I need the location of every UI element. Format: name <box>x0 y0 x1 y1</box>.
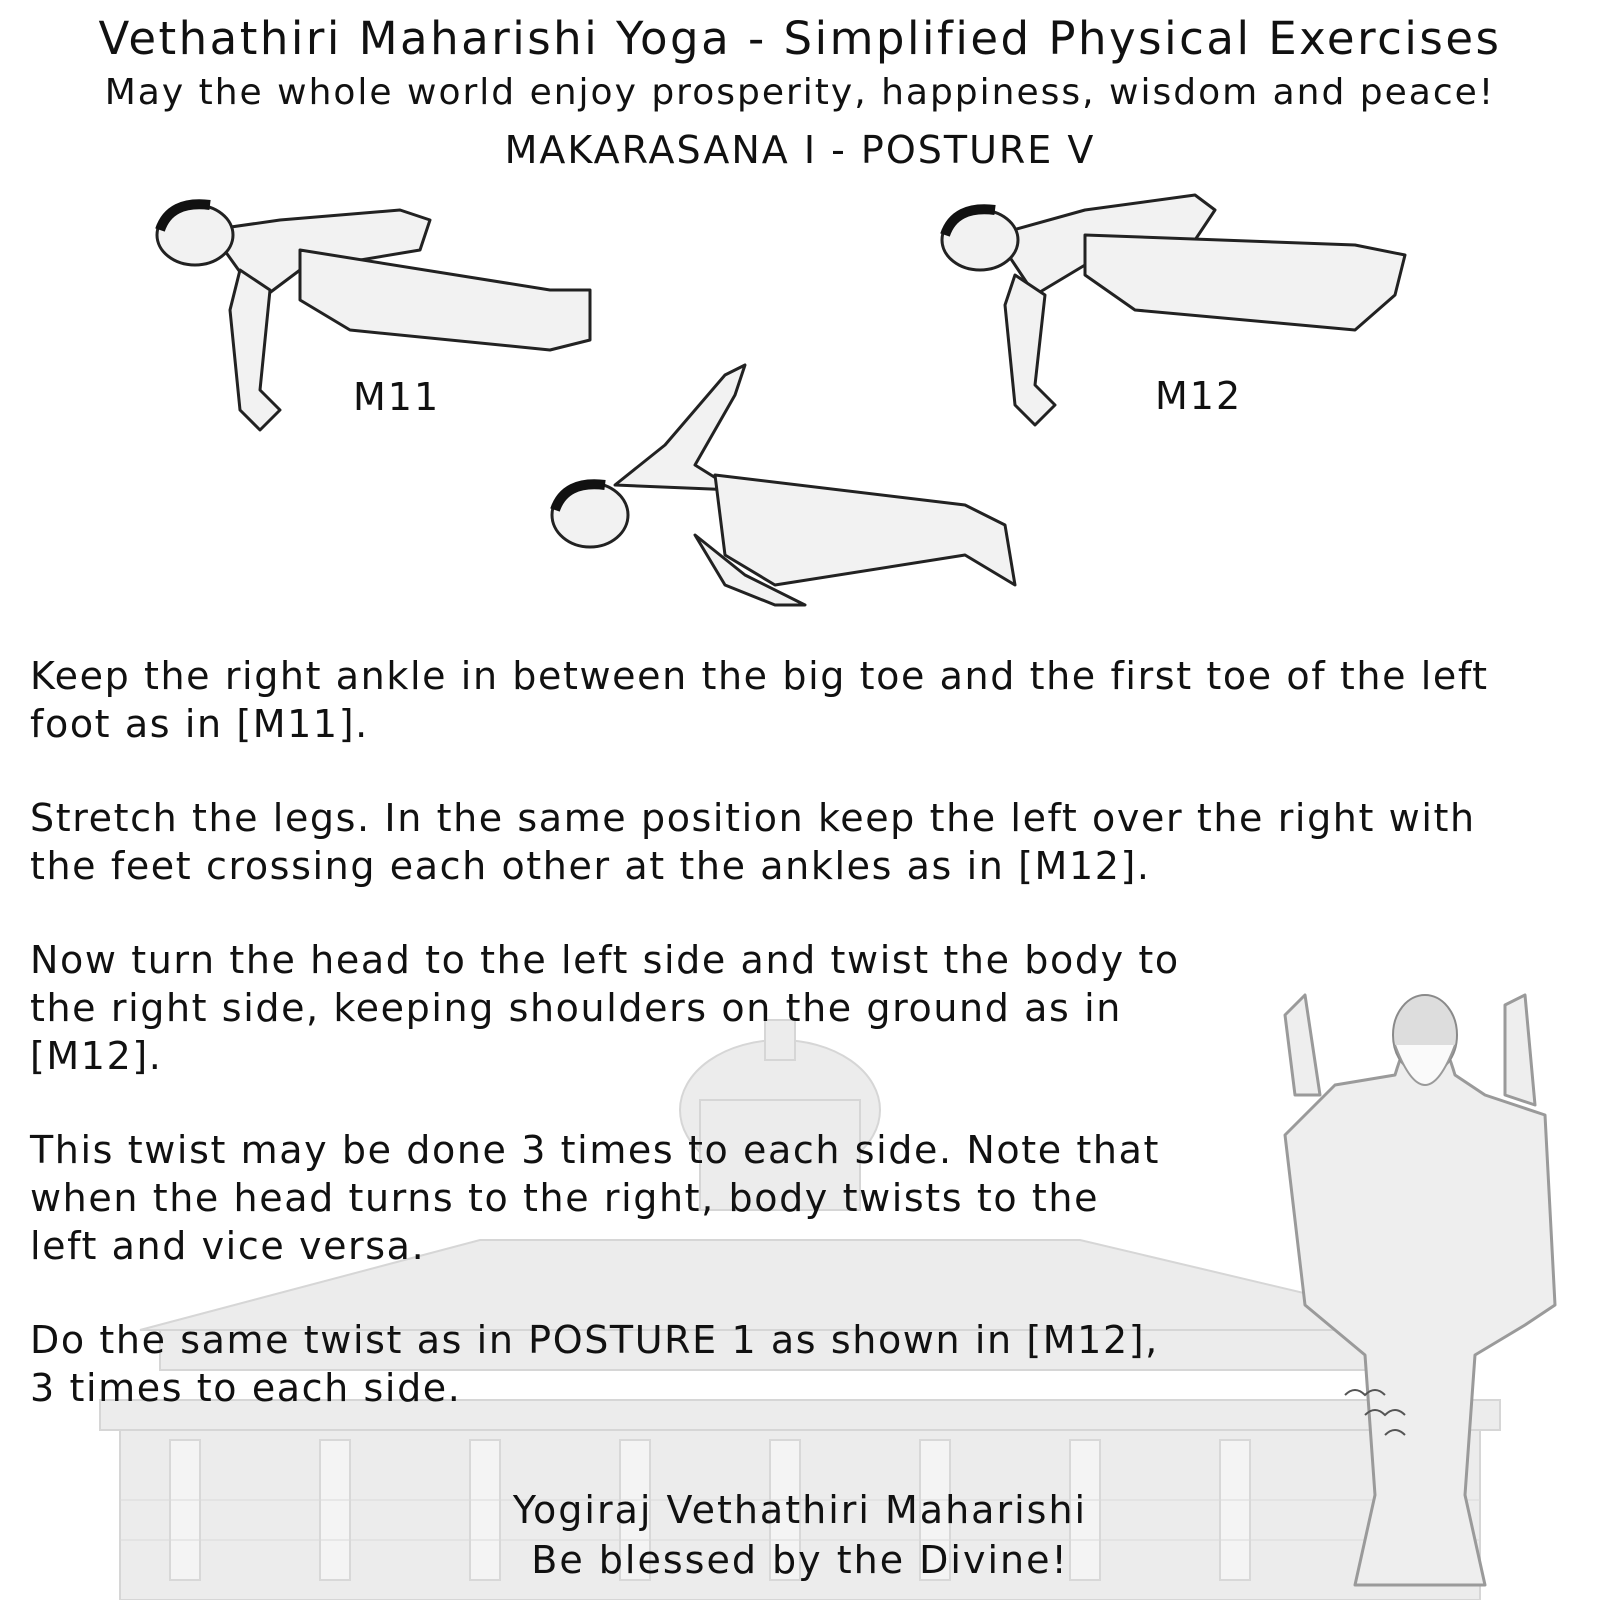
instruction-line: when the head turns to the right, body twists to the <box>30 1176 1100 1220</box>
instruction-line: Keep the right ankle in between the big toe and the first toe of the left <box>30 654 1489 698</box>
posture-title: MAKARASANA I - POSTURE V <box>504 128 1096 172</box>
instruction-paragraph-5 <box>30 1316 1159 1412</box>
instruction-line: the right side, keeping shoulders on the ground as in <box>30 986 1122 1030</box>
instruction-line: This twist may be done 3 times to each side. Note that <box>30 1128 1160 1172</box>
footer-name: Yogiraj Vethathiri Maharishi <box>512 1488 1088 1532</box>
instruction-paragraph-1 <box>30 652 1489 748</box>
instruction-line: Stretch the legs. In the same position keep the left over the right with <box>30 796 1476 840</box>
figure-twist-illustration <box>545 355 1025 615</box>
instruction-paragraph-2 <box>30 794 1476 890</box>
footer-blessing: Be blessed by the Divine! <box>531 1538 1069 1582</box>
instruction-line: foot as in [M11]. <box>30 702 369 746</box>
instruction-line: the feet crossing each other at the ankles as in [M12]. <box>30 844 1151 888</box>
instruction-line: [M12]. <box>30 1034 163 1078</box>
instruction-line: 3 times to each side. <box>30 1366 462 1410</box>
instruction-paragraph-3 <box>30 936 1180 1080</box>
instruction-line: Now turn the head to the left side and twist the body to <box>30 938 1180 982</box>
figure-label-m12: M12 <box>1155 374 1243 418</box>
instruction-paragraph-4 <box>30 1126 1160 1270</box>
instruction-line: Do the same twist as in POSTURE 1 as shown in [M12], <box>30 1318 1159 1362</box>
figure-label-m11: M11 <box>353 375 441 419</box>
page-title: Vethathiri Maharishi Yoga - Simplified Physical Exercises <box>98 12 1502 65</box>
instruction-line: left and vice versa. <box>30 1224 426 1268</box>
page-subtitle: May the whole world enjoy prosperity, happiness, wisdom and peace! <box>104 72 1496 113</box>
